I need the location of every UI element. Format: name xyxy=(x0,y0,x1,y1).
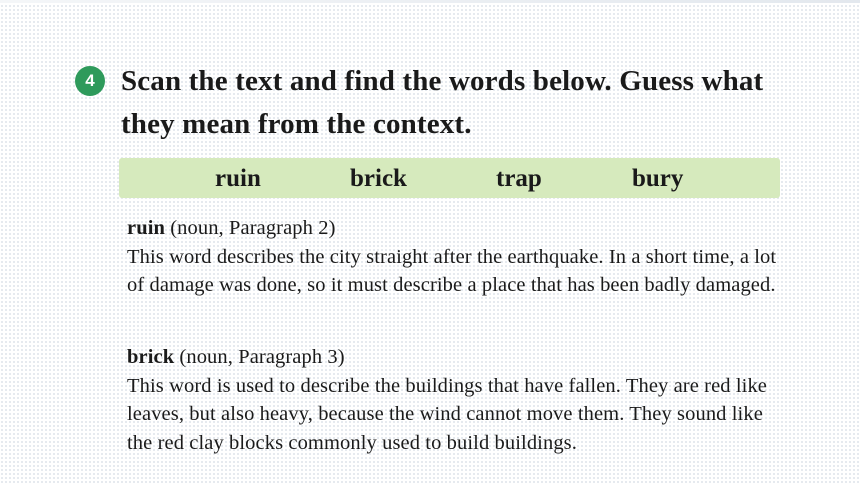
entry-term: brick xyxy=(127,346,175,368)
entry-brick xyxy=(127,343,787,457)
vocab-word-bury: bury xyxy=(632,165,684,192)
vocab-word-trap: trap xyxy=(496,165,542,192)
task-instruction: Scan the text and find the words below. Guess what they mean from the context. xyxy=(121,65,764,140)
entry-heading xyxy=(127,214,787,243)
step-number-badge: 4 xyxy=(75,66,105,96)
top-divider xyxy=(0,0,860,3)
vocabulary-word-bar xyxy=(119,158,780,198)
entry-heading xyxy=(127,343,787,372)
entry-meta: (noun, Paragraph 2) xyxy=(165,217,336,239)
entry-term: ruin xyxy=(127,217,165,239)
entry-meta: (noun, Paragraph 3) xyxy=(174,346,345,368)
entry-explanation: This word describes the city straight after the earthquake. In a short time, a lot of damage was done, so it must describe a place that has been badly damaged. xyxy=(127,245,777,296)
entry-explanation: This word is used to describe the buildings that have fallen. They are red like leaves, but also heavy, because the wind cannot move them. They sound like the red clay blocks commonly used to build buildings. xyxy=(127,374,767,454)
entry-ruin xyxy=(127,214,787,300)
vocab-word-brick: brick xyxy=(350,165,407,192)
vocab-word-ruin: ruin xyxy=(215,165,261,192)
